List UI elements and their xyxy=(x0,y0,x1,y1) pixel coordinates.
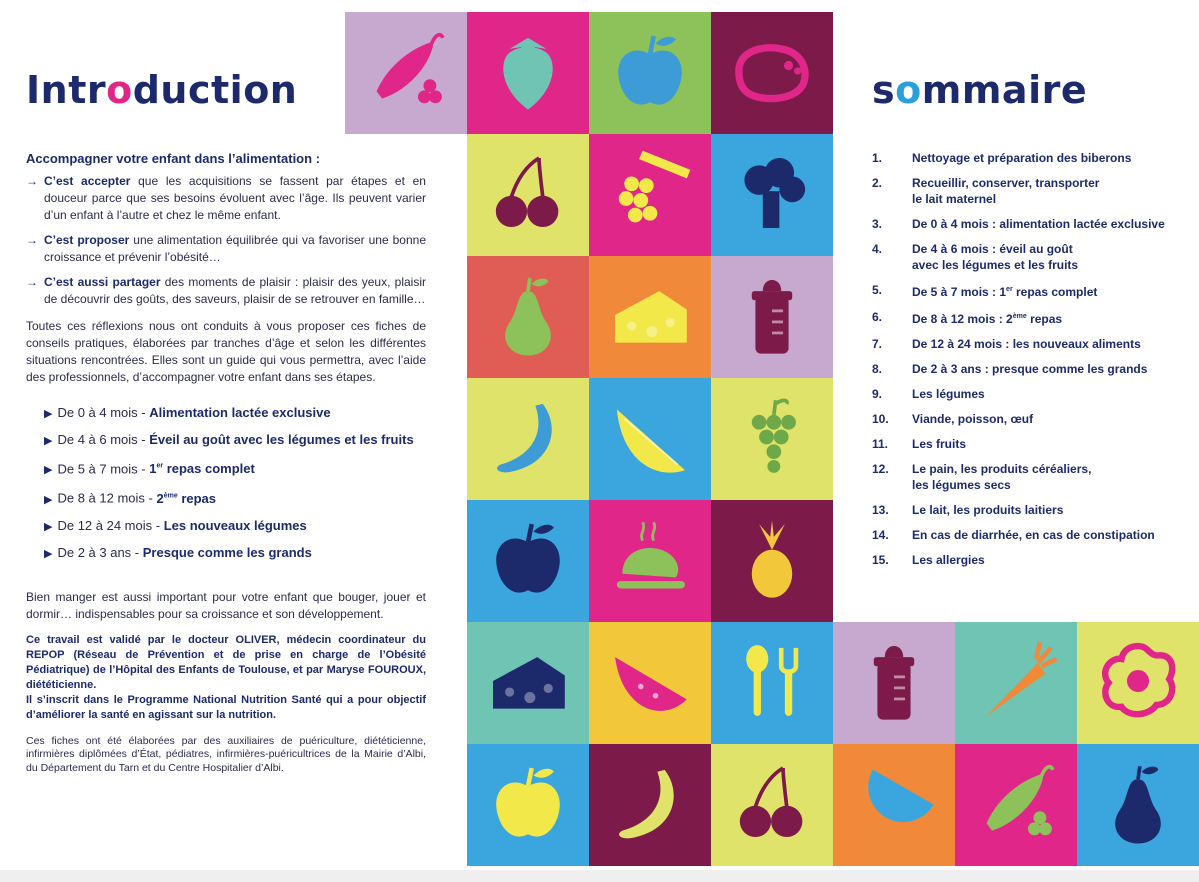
toc-label: De 5 à 7 mois : 1 xyxy=(912,285,1007,299)
roast-chicken-icon xyxy=(604,513,696,610)
pear-icon xyxy=(1092,757,1184,854)
list-item: ▶ De 0 à 4 mois - Alimentation lactée exclusive xyxy=(44,405,331,420)
introduction-subtitle: Accompagner votre enfant dans l’alimentation : xyxy=(26,151,320,166)
toc-label-line2: le lait maternel xyxy=(912,192,997,206)
toc-item[interactable] xyxy=(872,150,1192,166)
paragraph-reflexions: Toutes ces réflexions nous ont conduits à vous proposer ces fiches de conseils pratiques, élaborées par tranches d’âge et selon les différentes situations rencontrées. Elles sont un guide qui vous permettra, avec l’aide des professionnels, d’accompagner votre enfant dans ses étapes. xyxy=(26,319,426,384)
toc-number: 9. xyxy=(872,387,883,401)
toc-item[interactable] xyxy=(872,436,1192,452)
food-tile xyxy=(467,744,589,866)
toc-label: De 12 à 24 mois : les nouveaux aliments xyxy=(912,337,1141,351)
toc-number: 1. xyxy=(872,151,883,165)
food-tile xyxy=(711,744,833,866)
food-tile xyxy=(589,622,711,744)
toc-number: 8. xyxy=(872,362,883,376)
toc-item[interactable] xyxy=(872,411,1192,427)
toc-label: De 0 à 4 mois : alimentation lactée exclusive xyxy=(912,217,1165,231)
apple-icon xyxy=(482,757,574,854)
orange-slice-icon xyxy=(848,757,940,854)
carrot-icon xyxy=(970,635,1062,732)
food-tile xyxy=(711,622,833,744)
food-tile xyxy=(589,378,711,500)
triangle-bullet-icon: ▶ xyxy=(44,408,53,420)
cherries-icon xyxy=(726,757,818,854)
baby-bottle-icon xyxy=(848,635,940,732)
paragraph-partager: → C’est aussi partager des moments de plaisir : plaisir des yeux, plaisir de découvrir des goûts, des saveurs, plaisir de se retrouver en famille… xyxy=(26,275,427,306)
food-tile xyxy=(711,134,833,256)
food-tile xyxy=(467,622,589,744)
introduction-text xyxy=(26,150,426,775)
food-tile xyxy=(467,12,589,134)
melon-slice-icon xyxy=(604,391,696,488)
list-item: ▶ De 12 à 24 mois - Les nouveaux légumes xyxy=(44,517,307,533)
food-tile xyxy=(711,378,833,500)
food-tile xyxy=(833,744,955,866)
toc-label: De 4 à 6 mois : éveil au goût xyxy=(912,242,1073,256)
toc-item[interactable] xyxy=(872,461,1192,493)
triangle-bullet-icon: ▶ xyxy=(44,435,53,447)
toc-number: 15. xyxy=(872,553,889,567)
food-tile xyxy=(589,500,711,622)
sommaire-title: sommaire xyxy=(872,68,1088,112)
broccoli-icon xyxy=(726,147,818,244)
paragraph-programme: Il s’inscrit dans le Programme National Nutrition Santé qui a pour objectif d’améliorer la santé en agissant sur la nutrition. xyxy=(26,693,426,721)
toc-item[interactable] xyxy=(872,361,1192,377)
food-tile xyxy=(467,378,589,500)
food-tile xyxy=(467,500,589,622)
toc-label: Nettoyage et préparation des biberons xyxy=(912,151,1132,165)
strawberry-icon xyxy=(482,25,574,122)
toc-number: 12. xyxy=(872,462,889,476)
fried-egg-icon xyxy=(1092,635,1184,732)
list-item: ▶ De 4 à 6 mois - Éveil au goût avec les légumes et les fruits xyxy=(44,432,414,447)
cheese-icon xyxy=(482,635,574,732)
toc-label: Viande, poisson, œuf xyxy=(912,412,1034,426)
age-stages-list xyxy=(44,400,426,567)
spoon-fork-icon xyxy=(726,635,818,732)
paragraph-proposer: → C’est proposer une alimentation équilibrée qui va favoriser une bonne croissance et prévenir l’obésité… xyxy=(26,233,426,264)
paragraph-validation: Ce travail est validé par le docteur OLIVER, médecin coordinateur du REPOP (Réseau de Prévention et de prise en charge de l’Obésité Pédiatrique) de l’Hôpital des Enfants de Toulouse, et par Maryse FOUROUX, diététicienne. xyxy=(26,633,426,691)
toc-item[interactable] xyxy=(872,552,1192,568)
triangle-bullet-icon: ▶ xyxy=(44,520,53,533)
toc-number: 6. xyxy=(872,310,883,324)
toc-number: 2. xyxy=(872,176,883,190)
introduction-title: Introduction xyxy=(26,68,298,112)
pear-icon xyxy=(482,269,574,366)
grapes-icon xyxy=(726,391,818,488)
toc-item[interactable] xyxy=(872,386,1192,402)
toc-item[interactable] xyxy=(872,527,1192,543)
toc-label: Les allergies xyxy=(912,553,985,567)
baby-bottle-icon xyxy=(726,269,818,366)
toc-number: 3. xyxy=(872,217,883,231)
triangle-bullet-icon: ▶ xyxy=(44,464,53,477)
food-tile xyxy=(955,622,1077,744)
toc-label: De 2 à 3 ans : presque comme les grands xyxy=(912,362,1148,376)
pea-pod-icon xyxy=(360,25,452,122)
toc-label: De 8 à 12 mois : 2 xyxy=(912,312,1013,326)
toc-item[interactable] xyxy=(872,175,1192,207)
food-tile xyxy=(1077,622,1199,744)
toc-number: 5. xyxy=(872,283,883,297)
toc-item[interactable] xyxy=(872,241,1192,273)
paragraph-accepter: → C’est accepter que les acquisitions se fassent par étapes et en douceur parce que ses besoins évoluent avec l’âge. Ils peuvent varier d’un enfant à l’autre et chez le même enfant. xyxy=(26,174,426,222)
pea-pod-icon xyxy=(970,757,1062,854)
paragraph-bien-manger: Bien manger est aussi important pour votre enfant que bouger, jouer et dormir… indispensables pour sa croissance et son développement. xyxy=(26,589,426,621)
toc-item[interactable] xyxy=(872,502,1192,518)
apple-icon xyxy=(604,25,696,122)
toc-label-line2: les légumes secs xyxy=(912,478,1011,492)
cherries-icon xyxy=(482,147,574,244)
food-tile xyxy=(467,134,589,256)
cheese-icon xyxy=(604,269,696,366)
food-tile xyxy=(711,500,833,622)
food-tile xyxy=(467,256,589,378)
food-tile xyxy=(711,12,833,134)
food-tile xyxy=(589,744,711,866)
toc-number: 11. xyxy=(872,437,889,451)
toc-label-line2: avec les légumes et les fruits xyxy=(912,258,1079,272)
watermelon-slice-icon xyxy=(604,635,696,732)
toc-label: En cas de diarrhée, en cas de constipation xyxy=(912,528,1155,542)
list-item: ▶ De 5 à 7 mois - 1er repas complet xyxy=(44,461,255,477)
triangle-bullet-icon: ▶ xyxy=(44,493,53,506)
food-tile xyxy=(1077,744,1199,866)
toc-item[interactable] xyxy=(872,336,1192,352)
table-of-contents xyxy=(872,150,1192,577)
toc-item[interactable] xyxy=(872,216,1192,232)
food-tile xyxy=(711,256,833,378)
toc-label: Le lait, les produits laitiers xyxy=(912,503,1064,517)
paragraph-credits: Ces fiches ont été élaborées par des auxiliaires de puériculture, diététicienne, infirmières diplômées d’État, pédiatres, infirmières-puéricultrices de la Mairie d’Albi, du Département du Tarn et du Centre Hospitalier d’Albi. xyxy=(26,734,426,774)
banana-icon xyxy=(604,757,696,854)
toc-label: Les fruits xyxy=(912,437,967,451)
toc-number: 4. xyxy=(872,242,883,256)
grapes-stick-icon xyxy=(604,147,696,244)
food-tile xyxy=(345,12,467,134)
food-tile xyxy=(833,622,955,744)
pineapple-icon xyxy=(726,513,818,610)
food-tile xyxy=(589,12,711,134)
list-item: ▶ De 8 à 12 mois - 2ème repas xyxy=(44,490,217,506)
toc-number: 7. xyxy=(872,337,883,351)
toc-number: 10. xyxy=(872,412,889,426)
toc-number: 13. xyxy=(872,503,889,517)
apple-icon xyxy=(482,513,574,610)
banana-icon xyxy=(482,391,574,488)
toc-label: Les légumes xyxy=(912,387,985,401)
toc-label: Recueillir, conserver, transporter xyxy=(912,176,1100,190)
toc-item[interactable]: 6. De 8 à 12 mois : 2ème repas xyxy=(872,310,1063,326)
toc-label: Le pain, les produits céréaliers, xyxy=(912,462,1092,476)
meat-icon xyxy=(726,25,818,122)
triangle-bullet-icon: ▶ xyxy=(44,547,53,560)
food-tile xyxy=(589,256,711,378)
toc-number: 14. xyxy=(872,528,889,542)
toc-item[interactable]: 5. De 5 à 7 mois : 1er repas complet xyxy=(872,283,1098,299)
food-tile xyxy=(589,134,711,256)
list-item: ▶ De 2 à 3 ans - Presque comme les grands xyxy=(44,544,312,560)
food-tile xyxy=(955,744,1077,866)
